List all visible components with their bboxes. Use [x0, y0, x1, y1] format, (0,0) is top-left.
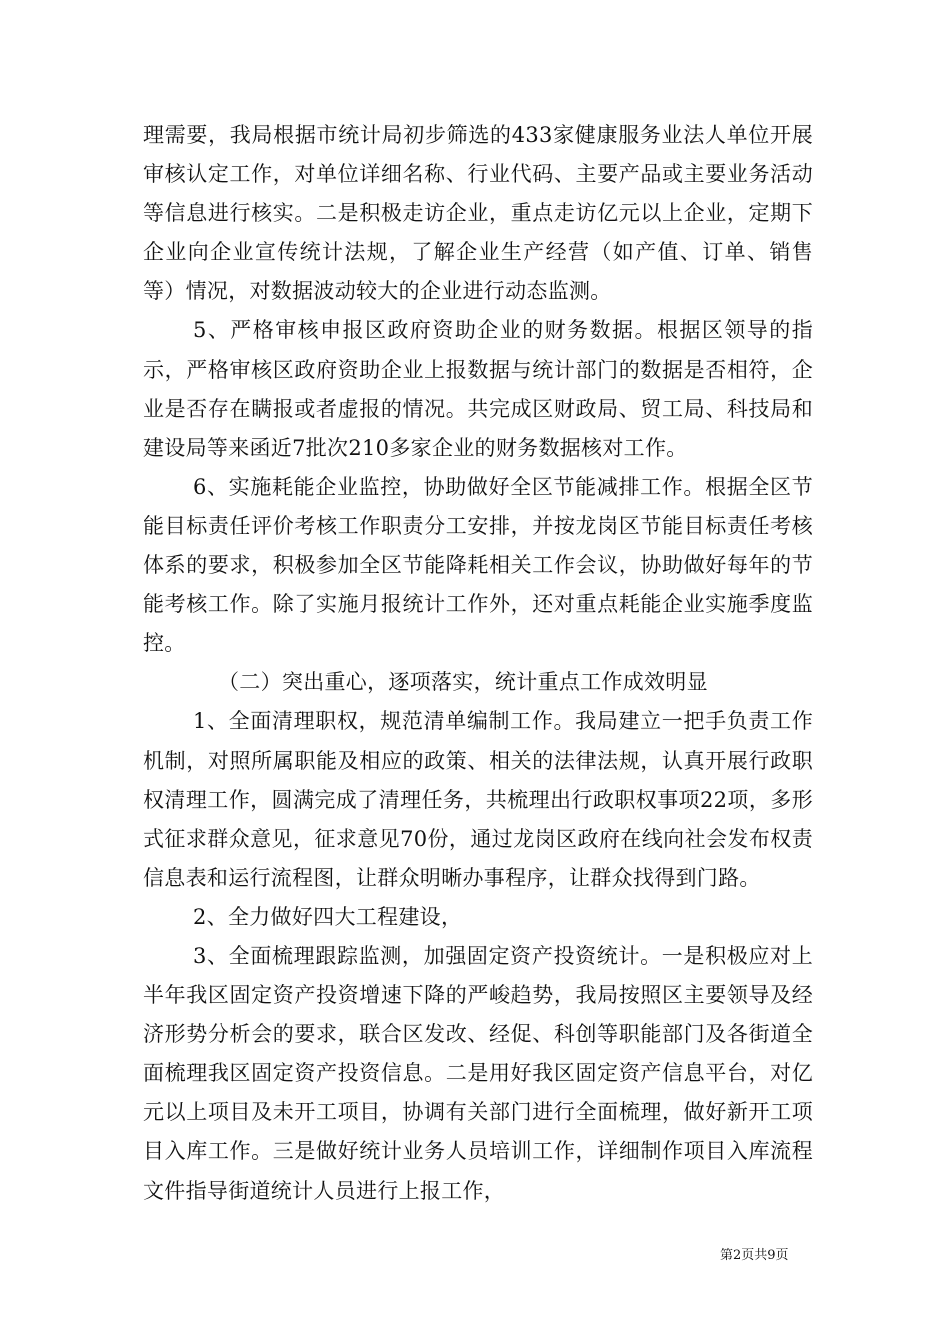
- page-number-footer: 第2页共9页: [720, 1248, 789, 1263]
- document-body: [143, 116, 813, 1211]
- section-heading: （二）突出重心，逐项落实，统计重点工作成效明显: [218, 670, 708, 695]
- paragraph-continuation: 理需要，我局根据市统计局初步筛选的433家健康服务业法人单位开展审核认定工作，对单位详细名称、行业代码、主要产品或主要业务活动等信息进行核实。二是积极走访企业，重点走访亿元以上企业，定期下企业向企业宣传统计法规，了解企业生产经营（如产值、订单、销售等）情况，对数据波动较大的企业进行动态监测。: [143, 123, 813, 304]
- paragraph-item-5: 5、严格审核申报区政府资助企业的财务数据。根据区领导的指示，严格审核区政府资助企业上报数据与统计部门的数据是否相符，企业是否存在瞒报或者虚报的情况。共完成区财政局、贸工局、科技局和建设局等来函近7批次210多家企业的财务数据核对工作。: [143, 318, 813, 460]
- paragraph-item-6: 6、实施耗能企业监控，协助做好全区节能减排工作。根据全区节能目标责任评价考核工作职责分工安排，并按龙岗区节能目标责任考核体系的要求，积极参加全区节能降耗相关工作会议，协助做好每年的节能考核工作。除了实施月报统计工作外，还对重点耗能企业实施季度监控。: [143, 474, 813, 656]
- paragraph-item-1: 1、全面清理职权，规范清单编制工作。我局建立一把手负责工作机制，对照所属职能及相应的政策、相关的法律法规，认真开展行政职权清理工作，圆满完成了清理任务，共梳理出行政职权事项22项，多形式征求群众意见，征求意见70份，通过龙岗区政府在线向社会发布权责信息表和运行流程图，让群众明晰办事程序，让群众找得到门路。: [143, 709, 813, 890]
- paragraph-item-2: 2、全力做好四大工程建设，: [193, 904, 463, 929]
- paragraph-item-3: 3、全面梳理跟踪监测，加强固定资产投资统计。一是积极应对上半年我区固定资产投资增速下降的严峻趋势，我局按照区主要领导及经济形势分析会的要求，联合区发改、经促、科创等职能部门及各街道全面梳理我区固定资产投资信息。二是用好我区固定资产信息平台，对亿元以上项目及未开工项目，协调有关部门进行全面梳理，做好新开工项目入库工作。三是做好统计业务人员培训工作，详细制作项目入库流程文件指导街道统计人员进行上报工作，: [143, 943, 813, 1203]
